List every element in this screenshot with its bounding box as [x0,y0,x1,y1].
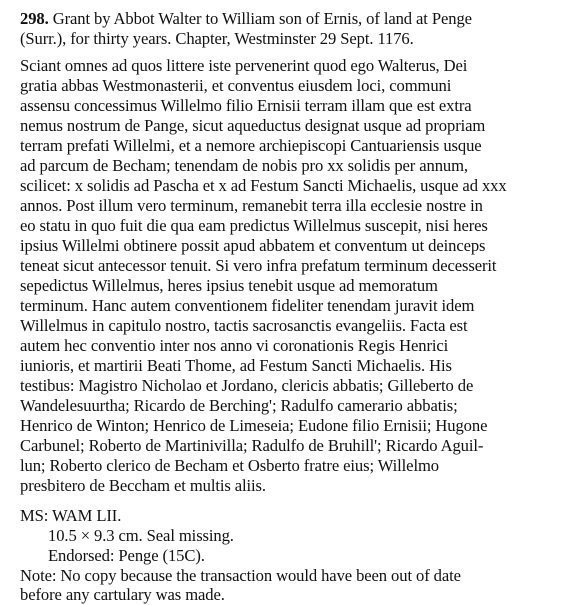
charter-line: Carbunel; Roberto de Martinivilla; Radulfo de Bruhill'; Ricardo Aguil- [20,436,484,455]
charter-line: testibus: Magistro Nicholao et Jordano, clericis abbatis; Gilleberto de [20,376,474,395]
charter-line: Wandelesuurtha; Ricardo de Berching'; Radulfo camerario abbatis; [20,396,458,415]
charter-line: autem hec conventio inter nos anno vi coronationis Regis Henrici [20,336,449,355]
charter-line: nemus nostrum de Pange, sicut aqueductus designat usque ad propriam [20,116,486,135]
charter-line: Henrico de Winton; Henrico de Limeseia; Eudone filio Ernisii; Hugone [20,416,488,435]
ms-line: MS: WAM LII. [20,506,122,525]
charter-line: assensu concessimus Willelmo filio Ernisii terram illam que est extra [20,96,472,115]
entry-heading-line-2: (Surr.), for thirty years. Chapter, Westminster 29 Sept. 1176. [20,29,414,48]
charter-line: ad parcum de Becham; tenendam de nobis pro xx solidis per annum, [20,156,468,175]
charter-line: sepedictus Willelmus, heres ipsius tenebit usque ad memoratum [20,276,438,295]
entry-heading-text: Grant by Abbot Walter to William son of Ernis, of land at Penge [48,9,472,28]
charter-line: eo statu in quo fuit die qua eam predictus Willelmus suscepit, nisi heres [20,216,488,235]
charter-line: teneat sicut antecessor tenuit. Si vero infra prefatum terminum decesserit [20,256,497,275]
charter-line: terminum. Hanc autem conventionem fideliter tenendam juravit idem [20,296,475,315]
charter-line: presbitero de Beccham et multis aliis. [20,476,266,495]
note-line: Note: No copy because the transaction would have been out of date [20,566,461,585]
charter-line: iunioris, et martirii Beati Thome, ad Festum Sancti Michaelis. His [20,356,452,375]
charter-line: lun; Roberto clerico de Becham et Osberto fratre eius; Willelmo [20,456,439,475]
charter-line: scilicet: x solidis ad Pascha et x ad Festum Sancti Michaelis, usque ad xxx [20,176,507,195]
ms-detail-endorsement: Endorsed: Penge (15C). [48,546,205,565]
charter-line: Willelmus in capitulo nostro, tactis sacrosanctis evangeliis. Facta est [20,316,468,335]
charter-line: Sciant omnes ad quos littere iste pervenerint quod ego Walterus, Dei [20,56,468,75]
charter-line: ipsius Willelmi obtinere possit apud abbatem et conventum ut deinceps [20,236,486,255]
charter-line: gratia abbas Westmonasterii, et conventus eiusdem loci, communi [20,76,452,95]
entry-number: 298. [20,9,49,28]
charter-line: terram prefati Willelmi, et a nemore archiepiscopi Cantuariensis usque [20,136,482,155]
ms-detail-dimensions: 10.5 × 9.3 cm. Seal missing. [48,526,234,545]
charter-line: annos. Post illum vero terminum, remanebit terra illa ecclesie nostre in [20,196,483,215]
note-line: before any cartulary was made. [20,585,225,604]
entry-heading-line-1 [20,9,472,29]
